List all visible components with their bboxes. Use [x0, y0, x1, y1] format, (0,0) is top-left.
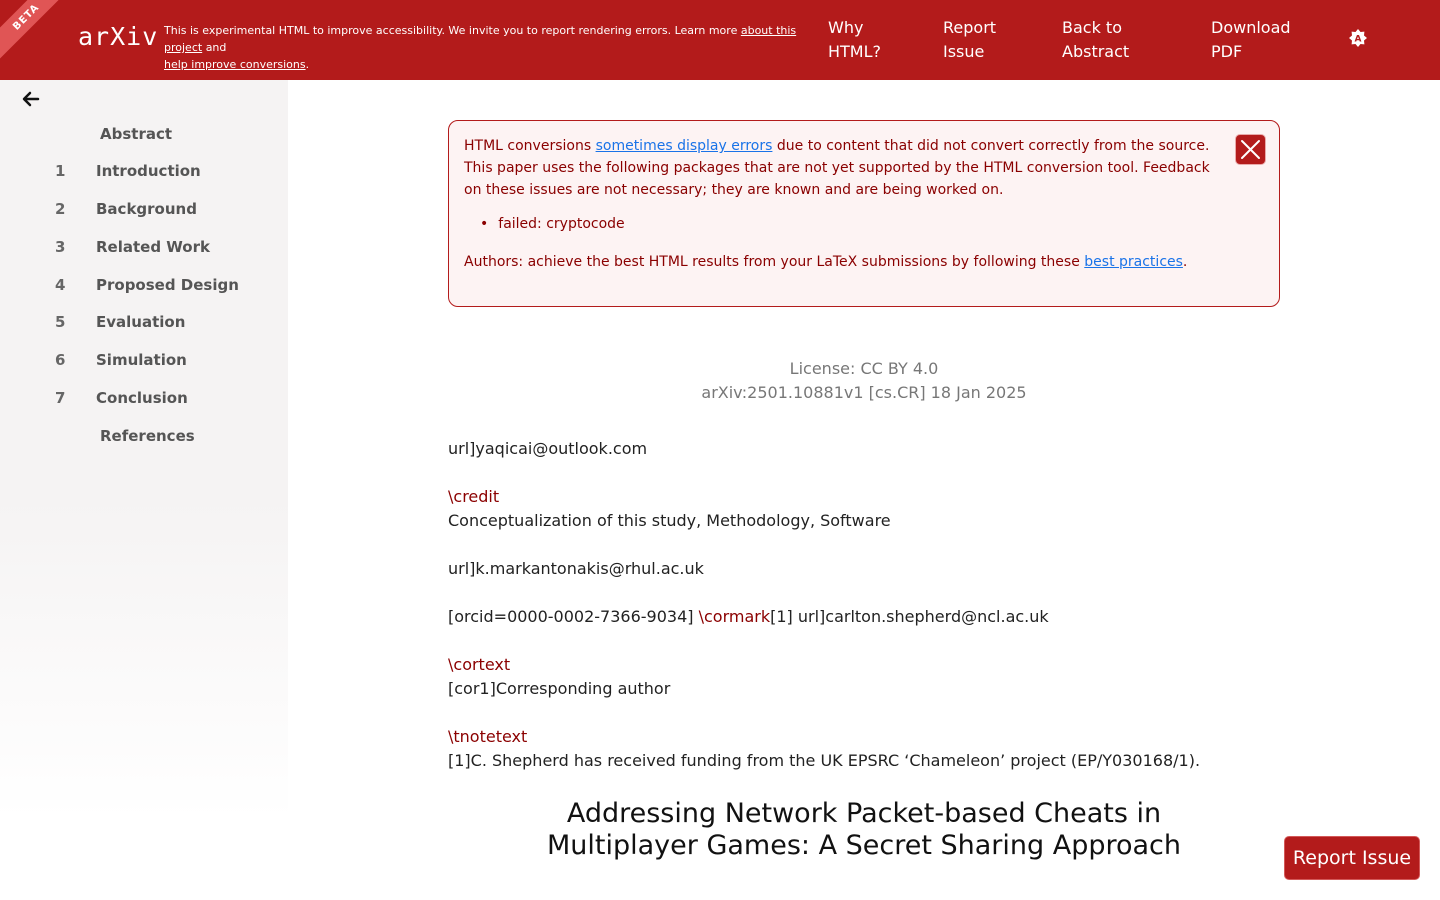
beta-ribbon [0, 0, 76, 67]
toc-label: Simulation [96, 351, 187, 369]
logo-text: arXiv [78, 22, 159, 51]
notice-end: . [305, 58, 310, 71]
nav-pdf-line2: PDF [1211, 42, 1243, 61]
nav-back-to-abstract[interactable] [1062, 16, 1129, 64]
arxiv-id-line: arXiv:2501.10881v1 [cs.CR] 18 Jan 2025 [701, 383, 1027, 402]
notice-and: and [205, 41, 227, 54]
failed-package-item: • failed: cryptocode [480, 216, 625, 232]
author-email-1: url]yaqicai@outlook.com [448, 439, 648, 458]
notice-text: This is experimental HTML to improve accessibility. We invite you to report rendering errors. Learn more [164, 24, 738, 37]
error-text-post: due to content that did not convert correctly from the source. This paper uses the following packages that are not yet supported by the HTML conversion tool. Feedback on these issues are not necessary; they are known and are being worked on. [464, 138, 1210, 198]
toc-item-related-work[interactable] [0, 233, 288, 263]
toc-number: 5 [55, 313, 66, 331]
toc-label: Proposed Design [96, 276, 239, 294]
failed-packages-list [480, 216, 625, 232]
authors-note-text: Authors: achieve the best HTML results from your LaTeX submissions by following these [464, 254, 1080, 270]
conversion-error-box [448, 120, 1280, 307]
theme-toggle-icon[interactable] [1348, 28, 1368, 48]
toc-item-proposed-design[interactable] [0, 271, 288, 301]
toc-label: Background [96, 200, 197, 218]
toc-label: Introduction [96, 162, 201, 180]
nav-report-line1: Report [943, 18, 997, 37]
toc-label: Abstract [100, 125, 173, 143]
author-email-3: [1] url]carlton.shepherd@ncl.ac.uk [770, 607, 1049, 626]
title-line-1: Addressing Network Packet-based Cheats in [566, 798, 1162, 829]
toc-item-abstract[interactable] [0, 120, 288, 150]
license-line: License: CC BY 4.0 [789, 359, 939, 378]
credit-text: Conceptualization of this study, Methodology, Software [448, 511, 891, 530]
toc-number: 6 [55, 351, 66, 369]
toc-item-background[interactable] [0, 195, 288, 225]
svg-text:A: A [1354, 34, 1362, 45]
error-message [464, 135, 1224, 201]
nav-download-pdf[interactable] [1211, 16, 1291, 64]
toc-label: References [100, 427, 195, 445]
best-practices-link[interactable]: best practices [1084, 254, 1183, 270]
toc-number: 2 [55, 200, 66, 218]
toc-item-conclusion[interactable] [0, 384, 288, 414]
report-issue-button[interactable]: Report Issue [1284, 836, 1420, 880]
author-email-2: url]k.markantonakis@rhul.ac.uk [448, 559, 704, 578]
toc-number: 4 [55, 276, 66, 294]
toc-number: 7 [55, 389, 66, 407]
cortext-command: \cortext [448, 655, 511, 674]
arxiv-logo[interactable] [78, 22, 158, 51]
error-text-pre: HTML conversions [464, 138, 592, 154]
cormark-command: \cormark [698, 607, 771, 626]
orcid-text: [orcid=0000-0002-7366-9034] [448, 607, 694, 626]
toc-label: Evaluation [96, 313, 186, 331]
paper-title [448, 798, 1280, 862]
display-errors-link[interactable]: sometimes display errors [595, 138, 773, 154]
toc-number: 1 [55, 162, 66, 180]
authors-note-end: . [1182, 254, 1188, 270]
toc-number: 3 [55, 238, 66, 256]
credit-command: \credit [448, 487, 500, 506]
toc-item-evaluation[interactable] [0, 308, 288, 338]
top-header [0, 0, 1440, 80]
title-line-2: Multiplayer Games: A Secret Sharing Approach [546, 830, 1182, 861]
experimental-notice [164, 22, 814, 73]
nav-back-line2: Abstract [1062, 42, 1130, 61]
help-improve-link[interactable]: help improve conversions [164, 58, 306, 71]
nav-why-html-line1: Why [828, 18, 864, 37]
authors-note [464, 254, 1187, 270]
toc-label: Conclusion [96, 389, 188, 407]
toc-item-simulation[interactable] [0, 346, 288, 376]
nav-back-line1: Back to [1062, 18, 1122, 37]
close-error-button[interactable] [1235, 134, 1266, 165]
toc-item-references[interactable] [0, 422, 288, 452]
collapse-toc-arrow-icon[interactable] [20, 88, 42, 110]
toc-label: Related Work [96, 238, 210, 256]
nav-why-html[interactable] [828, 16, 881, 64]
tnotetext-text: [1]C. Shepherd has received funding from the UK EPSRC ‘Chameleon’ project (EP/Y030168/1). [448, 751, 1201, 770]
close-icon [1236, 135, 1265, 164]
nav-report-line2: Issue [943, 42, 985, 61]
nav-why-html-line2: HTML? [828, 42, 882, 61]
sidebar-background [0, 500, 288, 820]
tnotetext-command: \tnotetext [448, 727, 528, 746]
orcid-line [448, 607, 1280, 626]
beta-label: BETA [10, 1, 42, 33]
toc-item-introduction[interactable] [0, 157, 288, 187]
nav-pdf-line1: Download [1211, 18, 1291, 37]
cortext-text: [cor1]Corresponding author [448, 679, 671, 698]
about-project-link[interactable]: about this project [164, 24, 797, 54]
nav-report-issue[interactable] [943, 16, 996, 64]
